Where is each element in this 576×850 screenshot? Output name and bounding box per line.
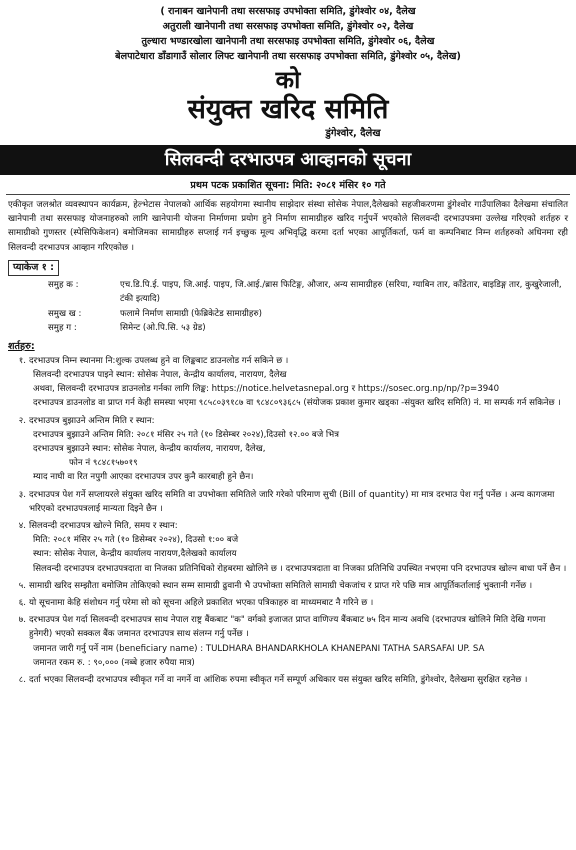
term-line: सिलवन्दी दरभाउपत्र दरभाउपत्रदाता वा निजका प्रतिनिधिको रोहबरमा खोलिने छ । दरभाउपत्रदाता वा निजका प्रतिनिधि उपस्थित नभएमा पनि दरभाउपत्र खोल्न बाधा पर्ने छैन । — [33, 563, 567, 574]
term-number: ७. — [18, 615, 26, 626]
term-line: दरभाउपत्र पेश गर्ने सप्लायरले संयुक्त खरिद समिति वा उपभोक्ता समितिले जारि गरेको परिमाण सुची (Bill of quantity) मा मात्र दरभाउ पेश गर्नु पर्नेछ । अन्य कागजमा भरिएको दरभाउपत्रलाई मान्यता दिइने छैन । — [29, 489, 555, 514]
terms-title: शर्तहरु: — [8, 340, 35, 352]
term-number: ३. — [18, 489, 26, 500]
committee-location: डुंगेश्वोर, दैलेख — [325, 128, 381, 139]
term-number: १. — [18, 355, 26, 366]
term-line: दरभाउपत्र डाउनलोड वा प्राप्त गर्न केही समस्या भएमा ९८५८०३९१८७ वा ९८४८०९३६८५ (संयोजक प्रकाश कुमार खड्का -संयुक्त खरिद समिति) नं. मा सम्पर्क गर्न सकिनेछ । — [33, 398, 561, 409]
term-line: दरभाउपत्र पेश गर्दा सिलवन्दी दरभाउपत्र साथ नेपाल राष्ट्र बैंकबाट "क" वर्गको इजाजत प्राप्त वाणिज्य बैंकबाट ७५ दिन मान्य अवधि (दरभाउपत्र खोलिने मिति देखि गणना हुनेगरी) भएको सक्कल बैंक जमानत दरभाउपत्र साथ संलग्न गर्नु पर्नेछ । — [29, 615, 546, 640]
term-line: दरभाउपत्र बुझाउने अन्तिम मिति र स्थान: — [29, 415, 155, 426]
group-value: सिमेन्ट (ओ.पि.सि. ५३ ग्रेड) — [120, 323, 206, 334]
term-line: दरभाउपत्र बुझाउने अन्तिम मिति: २०८१ मंसिर २५ गते (१० डिसेम्बर २०२४),दिउसो १२.०० बजे भित्र — [33, 429, 339, 440]
term-line: जमानत जारी गर्नु पर्ने नाम (beneficiary name) : TULDHARA BHANDARKHOLA KHANEPANI TATHA SARSAFAI UP. SA — [33, 643, 485, 654]
term-number: ८. — [18, 675, 26, 686]
term-number: २. — [18, 415, 26, 426]
term-item — [8, 488, 568, 516]
term-line: सामाग्री खरिद सम्झौता बमोजिम तोकिएको स्थान सम्म सामाग्री ढुवानी भै उपभोक्ता समितिले सामाग्री चेकजांच र प्राप्त गरे पछि मात्र आपूर्तिकर्तालाई भुक्तानी गर्नेछ । — [29, 580, 533, 591]
term-line: दर्ता भएका सिलवन्दी दरभाउपत्र स्वीकृत गर्ने वा नगर्ने वा आंशिक रुपमा स्वीकृत गर्ने सम्पूर्ण अधिकार यस संयुक्त खरिद समिति, डुंगेश्वोर, दैलेखमा सुरक्षित रहनेछ । — [29, 675, 528, 686]
term-line: सिलवन्दी दरभाउपत्र खोल्ने मिति, समय र स्थान: — [29, 521, 178, 532]
term-line: मिति: २०८१ मंसिर २५ गते (१० डिसेम्बर २०२४), दिउसो १:०० बजे — [33, 535, 239, 546]
term-item — [8, 579, 568, 593]
term-item — [8, 673, 568, 687]
term-number: ४. — [18, 521, 26, 532]
header-line: तुल्धारा भण्डारखोला खानेपानी तथा सरसफाइ उपभोक्ता समिति, डुंगेश्वोर ०६, दैलेख — [141, 36, 435, 47]
term-number: ५. — [18, 580, 26, 591]
term-line: म्याद नाघी वा रित नपुगी आएका दरभाउपत्र उपर कुनै कारबाही हुने छैन। — [33, 472, 254, 483]
term-item — [8, 519, 568, 576]
term-line: दरभाउपत्र बुझाउने स्थान: सोसेक नेपाल, केन्द्रीय कार्यालय, नारायण, दैलेख, — [33, 444, 266, 455]
term-item — [8, 596, 568, 610]
package-group — [48, 307, 568, 322]
term-number: ६. — [18, 598, 26, 609]
term-item — [8, 414, 568, 485]
header-line: अतुराली खानेपानी तथा सरसफाइ उपभोक्ता समिति, डुंगेश्वोर ०२, दैलेख — [162, 21, 414, 32]
term-line: सिलवन्दी दरभाउपत्र पाइने स्थान: सोसेक नेपाल, केन्द्रीय कार्यालय, नारायण, दैलेख — [33, 370, 287, 381]
package-group — [48, 321, 568, 336]
notice-banner: सिलवन्दी दरभाउपत्र आव्हानको सूचना — [0, 145, 576, 175]
term-item — [8, 354, 568, 411]
divider — [6, 194, 570, 195]
group-key: समुह क : — [48, 279, 79, 290]
published-line — [8, 178, 568, 195]
term-line: यो सूचनामा केहि संशोधन गर्नु परेमा सो को सूचना अहिले प्रकाशित भएका पत्रिकाहरु वा माध्यमबाट नै गरिने छ । — [29, 598, 374, 609]
term-line: दरभाउपत्र निम्न स्थानमा नि:शुल्क उपलब्ध हुने वा लिङ्कबाट डाउनलोड गर्न सकिने छ । — [29, 355, 289, 366]
header — [8, 4, 568, 142]
header-line: बेलपाटेधारा डाँडागाउँ सोलार लिफ्ट खानेपानी तथा सरसफाइ उपभोक्ता समिति, डुंगेश्वोर ०५, दैलेख) — [115, 51, 461, 62]
intro-paragraph: एकीकृत जलश्रोत व्यवस्थापन कार्यक्रम, हेल्भेटास नेपालको आर्थिक सहयोगमा स्थानीय साझेदार संस्था सोसेक नेपाल,दैलेखको सहजीकरणमा डुंगेश्वोर गाउँपालिका दैलेखमा संचालित खानेपानी तथा सरसफाइ योजनाहरुको लागि खानेपानी योजना निर्माणमा प्रयोग हुने निर्माण सामाग्रीहरु खरिद गर्नुपर्ने भएकोले सिलवन्दी दरभाउपत्रमा उल्लेख गरिएको शर्तहरु र सामाग्रीको गुणस्तर (स्पेसिफिकेशन) बमोजिमका सामाग्रीहरु सप्लाई गर्न इच्छुक मूल्य अभिवृद्धि करमा दर्ता भएका आपूर्तिकर्ता, फर्म वा कम्पनिबाट निम्न शर्तहरुको अधिनमा रही सिलवन्दी दरभाउपत्र आव्हान गरिएकोछ । — [8, 200, 568, 253]
header-ko: को — [275, 66, 301, 94]
download-links[interactable]: अथवा, सिलवन्दी दरभाउपत्र डाउनलोड गर्नका लागि लिङ्क: https://notice.helvetasnepal.org र https://sosec.org.np/np/?p=3940 — [33, 384, 500, 395]
terms-list — [8, 354, 568, 687]
group-value: फलामे निर्माण सामाग्री (फेब्रिकेटेड सामाग्रीहरु) — [120, 308, 262, 319]
term-line: फोन नं ९८४८१५७०१९ — [69, 458, 138, 469]
group-value: एच.डि.पि.ई. पाइप, जि.आई. पाइप, जि.आई./ब्रास फिटिङ्ग, औजार, अन्य सामाग्रीहरु (सरिया, ग्याबिन तार, काँडेतार, बाइडिङ्ग तार, कुखुरेजाली, टंकी इत्यादि) — [120, 279, 562, 305]
header-line: ( रानाबन खानेपानी तथा सरसफाइ उपभोक्ता समिति, डुंगेश्वोर ०४, दैलेख — [160, 6, 416, 17]
term-line: स्थान: सोसेक नेपाल, केन्द्रीय कार्यालय नारायण,दैलेखको कार्यालय — [33, 549, 237, 560]
package-groups — [8, 278, 568, 336]
term-line: जमानत रकम रु. : ९०,००० (नब्बे हजार रुपैया मात्र) — [33, 657, 195, 668]
term-item — [8, 613, 568, 670]
published-text: प्रथम पटक प्रकाशित सूचना: मिति: २०८१ मंसिर १० गते — [190, 180, 386, 191]
package-title: प्याकेज १ : — [8, 260, 59, 276]
committee-title: संयुक्त खरिद समिति — [187, 94, 389, 125]
package-group — [48, 278, 568, 307]
group-key: समुख ख : — [48, 308, 82, 319]
group-key: समुह ग : — [48, 323, 77, 334]
